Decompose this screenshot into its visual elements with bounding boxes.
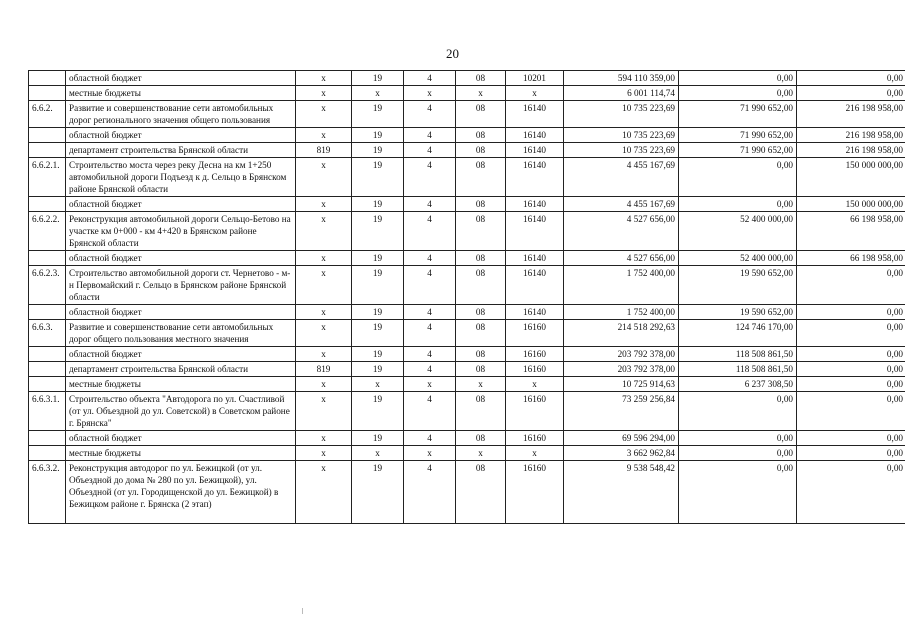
row-value-year-3: 150 000 000,00 <box>797 197 905 212</box>
row-code-event: 08 <box>456 128 506 143</box>
row-name: областной бюджет <box>66 305 296 320</box>
row-code-admin: x <box>296 446 352 461</box>
row-code-subprogram: x <box>404 86 456 101</box>
row-code-admin: 819 <box>296 362 352 377</box>
row-code-event: x <box>456 86 506 101</box>
row-value-year-2: 118 508 861,50 <box>679 362 797 377</box>
row-value-year-2: 124 746 170,00 <box>679 320 797 347</box>
row-index <box>29 362 66 377</box>
row-code-admin: x <box>296 101 352 128</box>
row-code-direction: x <box>506 377 564 392</box>
row-name: Строительство автомобильной дороги ст. Чернетово - м-н Первомайский г. Сельцо в Брянском районе Брянской области <box>66 266 296 305</box>
row-value-year-3: 0,00 <box>797 461 905 524</box>
row-value-year-2: 0,00 <box>679 197 797 212</box>
table-row <box>29 431 905 446</box>
row-code-subprogram: 4 <box>404 266 456 305</box>
row-code-subprogram: 4 <box>404 251 456 266</box>
row-value-year-2: 6 237 308,50 <box>679 377 797 392</box>
row-value-year-1: 4 527 656,00 <box>564 251 679 266</box>
row-code-event: 08 <box>456 392 506 431</box>
row-code-subprogram: 4 <box>404 320 456 347</box>
row-value-year-1: 69 596 294,00 <box>564 431 679 446</box>
row-index <box>29 377 66 392</box>
row-code-subprogram: 4 <box>404 143 456 158</box>
row-index: 6.6.2.2. <box>29 212 66 251</box>
row-code-admin: x <box>296 347 352 362</box>
row-value-year-1: 73 259 256,84 <box>564 392 679 431</box>
row-code-section: 19 <box>352 362 404 377</box>
row-name: областной бюджет <box>66 71 296 86</box>
row-code-direction: 16140 <box>506 128 564 143</box>
row-code-event: 08 <box>456 431 506 446</box>
row-index <box>29 251 66 266</box>
table-row <box>29 128 905 143</box>
row-code-admin: x <box>296 251 352 266</box>
row-code-subprogram: 4 <box>404 305 456 320</box>
row-code-section: 19 <box>352 158 404 197</box>
row-name: местные бюджеты <box>66 446 296 461</box>
row-code-direction: x <box>506 446 564 461</box>
row-name: департамент строительства Брянской области <box>66 143 296 158</box>
row-index <box>29 86 66 101</box>
row-value-year-3: 66 198 958,00 <box>797 251 905 266</box>
row-code-admin: x <box>296 197 352 212</box>
row-value-year-2: 52 400 000,00 <box>679 251 797 266</box>
row-value-year-1: 10 735 223,69 <box>564 128 679 143</box>
row-value-year-1: 4 455 167,69 <box>564 197 679 212</box>
row-index <box>29 347 66 362</box>
row-code-direction: 16160 <box>506 461 564 524</box>
row-value-year-2: 71 990 652,00 <box>679 128 797 143</box>
table-row <box>29 305 905 320</box>
scan-mark <box>302 608 303 614</box>
row-code-section: 19 <box>352 143 404 158</box>
row-code-event: 08 <box>456 347 506 362</box>
row-value-year-2: 0,00 <box>679 158 797 197</box>
row-code-subprogram: 4 <box>404 197 456 212</box>
row-code-section: 19 <box>352 101 404 128</box>
table-row <box>29 377 905 392</box>
table-row <box>29 362 905 377</box>
row-value-year-2: 19 590 652,00 <box>679 305 797 320</box>
table-row <box>29 461 905 524</box>
row-code-subprogram: 4 <box>404 431 456 446</box>
row-code-subprogram: 4 <box>404 158 456 197</box>
row-code-event: x <box>456 377 506 392</box>
row-code-section: x <box>352 86 404 101</box>
row-code-direction: 16140 <box>506 158 564 197</box>
row-code-event: 08 <box>456 212 506 251</box>
row-code-subprogram: 4 <box>404 101 456 128</box>
row-code-section: 19 <box>352 392 404 431</box>
row-value-year-1: 4 455 167,69 <box>564 158 679 197</box>
row-name: Реконструкция автодорог по ул. Бежицкой (от ул. Объездной до дома № 280 по ул. Бежицкой), ул. Объездной (от ул. Городищенской до ул. Бежицкой) в Бежицком районе г. Брянска (2 этап) <box>66 461 296 524</box>
row-code-subprogram: 4 <box>404 362 456 377</box>
row-code-subprogram: x <box>404 377 456 392</box>
row-code-section: 19 <box>352 128 404 143</box>
row-value-year-3: 0,00 <box>797 392 905 431</box>
row-code-admin: 819 <box>296 143 352 158</box>
row-value-year-2: 71 990 652,00 <box>679 101 797 128</box>
row-name: Развитие и совершенствование сети автомобильных дорог регионального значения общего пользования <box>66 101 296 128</box>
row-value-year-3: 0,00 <box>797 305 905 320</box>
row-code-section: x <box>352 446 404 461</box>
table-row <box>29 212 905 251</box>
row-code-admin: x <box>296 158 352 197</box>
row-value-year-3: 0,00 <box>797 320 905 347</box>
row-code-direction: 16140 <box>506 266 564 305</box>
row-name: местные бюджеты <box>66 86 296 101</box>
row-code-event: 08 <box>456 158 506 197</box>
row-code-section: 19 <box>352 320 404 347</box>
row-value-year-1: 4 527 656,00 <box>564 212 679 251</box>
row-value-year-2: 52 400 000,00 <box>679 212 797 251</box>
row-index: 6.6.2.3. <box>29 266 66 305</box>
table-row <box>29 158 905 197</box>
row-value-year-2: 0,00 <box>679 392 797 431</box>
table-row <box>29 251 905 266</box>
row-code-subprogram: 4 <box>404 347 456 362</box>
row-index <box>29 431 66 446</box>
row-code-section: 19 <box>352 431 404 446</box>
row-value-year-3: 66 198 958,00 <box>797 212 905 251</box>
row-code-event: 08 <box>456 101 506 128</box>
row-code-direction: 16140 <box>506 197 564 212</box>
row-index <box>29 305 66 320</box>
row-value-year-2: 19 590 652,00 <box>679 266 797 305</box>
row-name: областной бюджет <box>66 347 296 362</box>
row-code-subprogram: 4 <box>404 128 456 143</box>
row-code-event: 08 <box>456 320 506 347</box>
row-value-year-2: 0,00 <box>679 71 797 86</box>
budget-table <box>28 70 905 524</box>
row-code-section: 19 <box>352 251 404 266</box>
row-code-event: 08 <box>456 362 506 377</box>
row-value-year-3: 0,00 <box>797 362 905 377</box>
row-index <box>29 71 66 86</box>
row-name: Строительство объекта "Автодорога по ул. Счастливой (от ул. Объездной до ул. Советской) в Советском районе г. Брянска" <box>66 392 296 431</box>
row-code-direction: 16160 <box>506 320 564 347</box>
row-value-year-1: 3 662 962,84 <box>564 446 679 461</box>
row-index <box>29 143 66 158</box>
row-value-year-3: 150 000 000,00 <box>797 158 905 197</box>
row-name: Развитие и совершенствование сети автомобильных дорог общего пользования местного значения <box>66 320 296 347</box>
row-code-subprogram: 4 <box>404 212 456 251</box>
row-code-admin: x <box>296 71 352 86</box>
row-value-year-1: 6 001 114,74 <box>564 86 679 101</box>
row-index: 6.6.3. <box>29 320 66 347</box>
row-name: областной бюджет <box>66 431 296 446</box>
row-code-admin: x <box>296 212 352 251</box>
row-value-year-1: 214 518 292,63 <box>564 320 679 347</box>
row-code-subprogram: x <box>404 446 456 461</box>
row-code-direction: 16140 <box>506 212 564 251</box>
row-code-direction: 16160 <box>506 431 564 446</box>
row-index <box>29 197 66 212</box>
row-value-year-1: 10 725 914,63 <box>564 377 679 392</box>
row-value-year-3: 0,00 <box>797 431 905 446</box>
row-code-direction: 16160 <box>506 392 564 431</box>
row-value-year-2: 118 508 861,50 <box>679 347 797 362</box>
row-value-year-1: 1 752 400,00 <box>564 266 679 305</box>
row-value-year-2: 71 990 652,00 <box>679 143 797 158</box>
row-code-admin: x <box>296 320 352 347</box>
row-value-year-1: 9 538 548,42 <box>564 461 679 524</box>
row-value-year-3: 0,00 <box>797 71 905 86</box>
row-code-section: 19 <box>352 197 404 212</box>
row-index: 6.6.2. <box>29 101 66 128</box>
row-code-event: 08 <box>456 266 506 305</box>
row-value-year-3: 216 198 958,00 <box>797 143 905 158</box>
table-row <box>29 320 905 347</box>
row-value-year-1: 10 735 223,69 <box>564 101 679 128</box>
row-value-year-1: 594 110 359,00 <box>564 71 679 86</box>
table-row <box>29 86 905 101</box>
row-value-year-1: 203 792 378,00 <box>564 347 679 362</box>
row-code-section: 19 <box>352 266 404 305</box>
row-code-direction: 10201 <box>506 71 564 86</box>
row-code-event: 08 <box>456 251 506 266</box>
row-code-subprogram: 4 <box>404 392 456 431</box>
row-code-subprogram: 4 <box>404 461 456 524</box>
row-code-admin: x <box>296 392 352 431</box>
row-code-section: 19 <box>352 305 404 320</box>
row-value-year-3: 216 198 958,00 <box>797 128 905 143</box>
row-code-admin: x <box>296 377 352 392</box>
table-row <box>29 101 905 128</box>
row-value-year-3: 0,00 <box>797 266 905 305</box>
row-value-year-2: 0,00 <box>679 446 797 461</box>
row-code-section: 19 <box>352 212 404 251</box>
row-code-direction: x <box>506 86 564 101</box>
row-name: областной бюджет <box>66 251 296 266</box>
row-code-admin: x <box>296 305 352 320</box>
page-number: 20 <box>446 46 459 61</box>
row-code-direction: 16140 <box>506 101 564 128</box>
row-value-year-3: 0,00 <box>797 86 905 101</box>
row-value-year-3: 0,00 <box>797 377 905 392</box>
row-code-direction: 16140 <box>506 251 564 266</box>
row-value-year-3: 0,00 <box>797 347 905 362</box>
table-row <box>29 266 905 305</box>
row-code-admin: x <box>296 431 352 446</box>
row-code-admin: x <box>296 461 352 524</box>
row-value-year-3: 216 198 958,00 <box>797 101 905 128</box>
table-row <box>29 347 905 362</box>
row-code-direction: 16160 <box>506 347 564 362</box>
table-row <box>29 71 905 86</box>
row-value-year-1: 203 792 378,00 <box>564 362 679 377</box>
row-value-year-1: 10 735 223,69 <box>564 143 679 158</box>
row-code-direction: 16140 <box>506 305 564 320</box>
row-name: Строительство моста через реку Десна на км 1+250 автомобильной дороги Подъезд к д. Сельцо в Брянском районе Брянской области <box>66 158 296 197</box>
row-value-year-2: 0,00 <box>679 461 797 524</box>
budget-table-body <box>29 71 905 524</box>
row-index: 6.6.2.1. <box>29 158 66 197</box>
row-code-section: 19 <box>352 347 404 362</box>
table-row <box>29 197 905 212</box>
row-value-year-3: 0,00 <box>797 446 905 461</box>
row-value-year-2: 0,00 <box>679 431 797 446</box>
row-code-admin: x <box>296 86 352 101</box>
row-code-direction: 16140 <box>506 143 564 158</box>
row-code-event: 08 <box>456 461 506 524</box>
table-row <box>29 143 905 158</box>
row-value-year-2: 0,00 <box>679 86 797 101</box>
row-code-admin: x <box>296 128 352 143</box>
row-index <box>29 128 66 143</box>
row-code-event: 08 <box>456 143 506 158</box>
row-name: департамент строительства Брянской области <box>66 362 296 377</box>
row-code-event: 08 <box>456 197 506 212</box>
row-code-subprogram: 4 <box>404 71 456 86</box>
row-code-event: x <box>456 446 506 461</box>
row-code-admin: x <box>296 266 352 305</box>
table-row <box>29 392 905 431</box>
row-code-event: 08 <box>456 305 506 320</box>
row-name: областной бюджет <box>66 128 296 143</box>
row-value-year-1: 1 752 400,00 <box>564 305 679 320</box>
row-code-direction: 16160 <box>506 362 564 377</box>
row-code-section: 19 <box>352 71 404 86</box>
row-name: областной бюджет <box>66 197 296 212</box>
table-row <box>29 446 905 461</box>
row-index: 6.6.3.2. <box>29 461 66 524</box>
row-index: 6.6.3.1. <box>29 392 66 431</box>
row-code-section: 19 <box>352 461 404 524</box>
row-name: местные бюджеты <box>66 377 296 392</box>
row-code-section: x <box>352 377 404 392</box>
row-index <box>29 446 66 461</box>
row-code-event: 08 <box>456 71 506 86</box>
row-name: Реконструкция автомобильной дороги Сельцо-Бетово на участке км 0+000 - км 4+420 в Брянском районе Брянской области <box>66 212 296 251</box>
